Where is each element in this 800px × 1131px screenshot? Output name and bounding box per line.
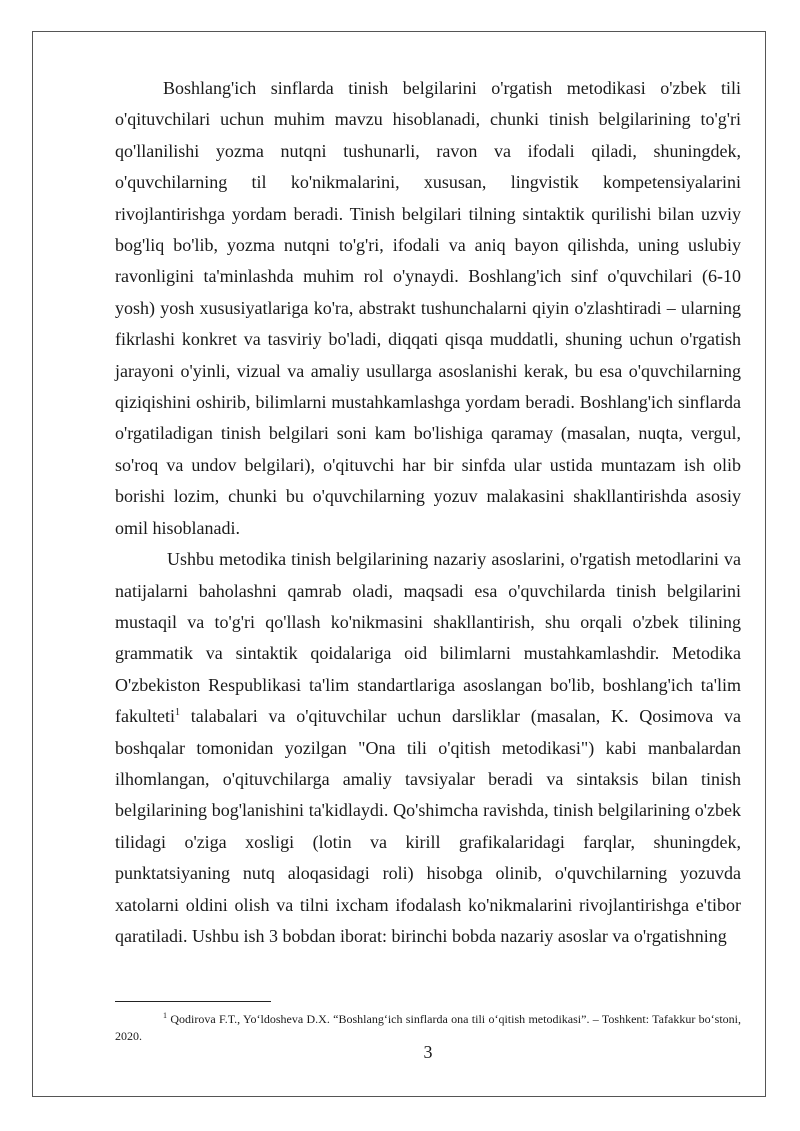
paragraph-2 [115, 544, 741, 952]
footnote-separator [115, 1001, 271, 1002]
paragraph-1: Boshlang'ich sinflarda tinish belgilarini o'rgatish metodikasi o'zbek tili o'qituvchilari uchun muhim mavzu hisoblanadi, chunki tinish belgilarining to'g'ri qo'llanilishi yozma nutqni tushunarli, ravon va ifodali qiladi, shuningdek, o'quvchilarning til ko'nikmalarini, xususan, lingvistik kompetensiyalarini rivojlantirishga yordam beradi. Tinish belgilari tilning sintaktik qurilishi bilan uzviy bog'liq bo'lib, yozma nutqni to'g'ri, ifodali va aniq bayon qilishda, uning uslubiy ravonligini ta'minlashda muhim rol o'ynaydi. Boshlang'ich sinf o'quvchilari (6-10 yosh) yosh xususiyatlariga ko'ra, abstrakt tushunchalarni qiyin o'zlashtiradi – ularning fikrlashi konkret va tasviriy bo'ladi, diqqati qisqa muddatli, shuning uchun o'rgatish jarayoni o'yinli, vizual va amaliy usullarga asoslanishi kerak, bu esa o'quvchilarning qiziqishini oshirib, bilimlarni mustahkamlashga yordam beradi. Boshlang'ich sinflarda o'rgatiladigan tinish belgilari soni kam bo'lishiga qaramay (masalan, nuqta, vergul, so'roq va undov belgilari), o'qituvchi har bir sinfda ular ustida muntazam ish olib borishi lozim, chunki bu o'quvchilarning yozuv malakasini shakllantirishda asosiy omil hisoblanadi. [115, 78, 741, 538]
footnote-reference[interactable]: 1 [174, 707, 180, 719]
body-text [115, 73, 741, 952]
footnote-mark: 1 [163, 1011, 167, 1020]
paragraph-2-text-start: Ushbu metodika tinish belgilarining nazariy asoslarini, o'rgatish metodlarini va natijalarni baholashni qamrab oladi, maqsadi esa o'quvchilarda tinish belgilarini mustaqil va to'g'ri qo'llash ko'nikmasini shakllantirish, shu orqali o'zbek tilining grammatik va sintaktik qoidalariga oid bilimlarni mustahkamlashdir. Metodika O'zbekiston Respublikasi ta'lim standartlariga asoslangan bo'lib, boshlang'ich ta'lim fakulteti [115, 549, 741, 727]
footnote [115, 1011, 741, 1045]
footnote-text: Qodirova F.T., Yo‘ldosheva D.X. “Boshlang‘ich sinflarda ona tili o‘qitish metodikasi”. – Toshkent: Tafakkur bo‘stoni, 2020. [115, 1012, 741, 1043]
page-number: 3 [423, 1042, 433, 1062]
paragraph-2-text-end: talabalari va o'qituvchilar uchun darsliklar (masalan, K. Qosimova va boshqalar tomonidan yozilgan "Ona tili o'qitish metodikasi") kabi manbalardan ilhomlangan, o'qituvchilarga amaliy tavsiyalar beradi va sintaksis bilan tinish belgilarining bog'lanishini ta'kidlaydi. Qo'shimcha ravishda, tinish belgilarining o'zbek tilidagi o'ziga xosligi (lotin va kirill grafikalaridagi farqlar, shuningdek, punktatsiyaning nutq aloqasidagi roli) hisobga olinib, o'quvchilarning yozuvda xatolarni oldini olish va tilni ixcham ifodalash ko'nikmalarini rivojlantirishga e'tibor qaratiladi. Ushbu ish 3 bobdan iborat: birinchi bobda nazariy asoslar va o'rgatishning [115, 706, 741, 946]
